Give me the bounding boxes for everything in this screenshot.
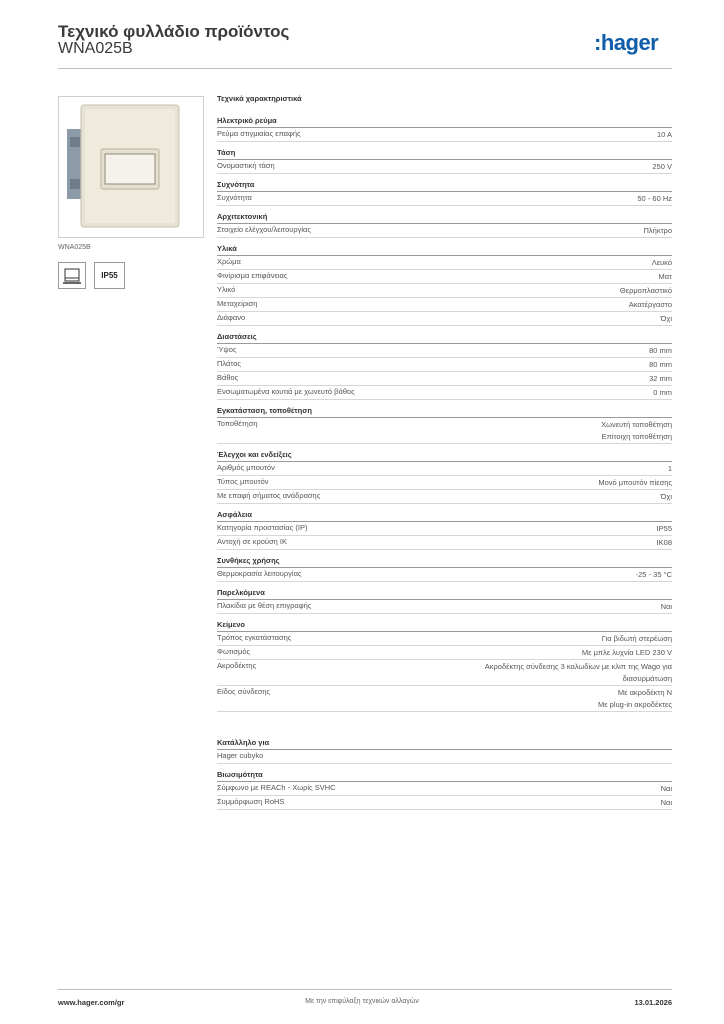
- spec-label: Μεταχείριση: [217, 299, 258, 308]
- spec-row: [217, 312, 672, 326]
- product-image: [58, 96, 204, 238]
- spec-label: Υλικό: [217, 285, 236, 294]
- spec-row: [217, 256, 672, 270]
- spec-value: Ναι: [660, 797, 672, 807]
- spec-row: [217, 160, 672, 174]
- spec-row: [217, 568, 672, 582]
- spec-row: [217, 490, 672, 504]
- spec-sections: [217, 116, 672, 810]
- footer-note: Με την επιφύλαξη τεχνικών αλλαγών: [305, 998, 419, 1005]
- spec-row: [217, 660, 672, 686]
- spec-row: [217, 224, 672, 238]
- spec-value: Ακροδέκτης σύνδεσης 3 καλωδίων με κλιπ της Wago για διασυρμάτωση: [484, 662, 672, 683]
- spec-row: [217, 646, 672, 660]
- spec-value: 10 A: [656, 130, 672, 139]
- spec-row: [217, 782, 672, 796]
- spec-row: [217, 344, 672, 358]
- spec-row: [217, 750, 672, 764]
- spec-value: 0 mm: [653, 388, 672, 397]
- spec-label: Με επαφή σήματος ανάδρασης: [217, 491, 321, 500]
- spec-row: [217, 128, 672, 142]
- spec-label: Πλακίδια με θέση επιγραφής: [217, 601, 312, 610]
- spec-label: Ρεύμα στιγμιαίας επαφής: [217, 129, 301, 138]
- spec-value: 50 - 60 Hz: [637, 194, 672, 203]
- footer-website[interactable]: www.hager.com/gr: [58, 998, 125, 1007]
- spec-label: Ύψος: [217, 345, 237, 354]
- spec-label: Αριθμός μπουτόν: [217, 463, 275, 472]
- spec-label: Πλάτος: [217, 359, 242, 368]
- spec-value: Χωνευτή τοποθέτηση Επίτοιχη τοποθέτηση: [601, 420, 672, 441]
- spec-value: Ναι: [660, 602, 672, 611]
- spec-row: [217, 386, 672, 400]
- section-heading: Εγκατάσταση, τοποθέτηση: [217, 406, 672, 418]
- spec-value: 32 mm: [649, 374, 672, 383]
- section-heading: Συνθήκες χρήσης: [217, 556, 672, 568]
- spec-value: Ναι: [660, 783, 672, 793]
- spec-label: Διάφανο: [217, 313, 246, 322]
- spec-section: [217, 180, 672, 206]
- section-heading: Βιωσιμότητα: [217, 770, 672, 782]
- spec-value: IP55: [656, 524, 672, 533]
- spec-value: IK08: [656, 538, 672, 547]
- spec-row: [217, 192, 672, 206]
- spec-section: [217, 738, 672, 764]
- spec-value: Όχι: [660, 492, 672, 501]
- mounting-box-icon: [58, 262, 86, 289]
- spec-label: Φωτισμός: [217, 647, 251, 656]
- spec-label: Αντοχή σε κρούση IK: [217, 537, 287, 546]
- spec-row: [217, 358, 672, 372]
- spec-row: [217, 284, 672, 298]
- footer-divider: [58, 989, 672, 990]
- section-heading: Διαστάσεις: [217, 332, 672, 344]
- spec-row: [217, 298, 672, 312]
- document-title: Τεχνικό φυλλάδιο προϊόντος: [58, 22, 290, 41]
- section-heading: Έλεγχοι και ενδείξεις: [217, 450, 672, 462]
- technical-specifications: [217, 94, 672, 816]
- spec-row: [217, 632, 672, 646]
- spec-row: [217, 600, 672, 614]
- section-heading: Ηλεκτρικό ρεύμα: [217, 116, 672, 128]
- specs-title: Τεχνικά χαρακτηριστικά: [217, 94, 302, 103]
- section-heading: Αρχιτεκτονική: [217, 212, 672, 224]
- spec-section: [217, 212, 672, 238]
- spec-section: [217, 148, 672, 174]
- spec-label: Ακροδέκτης: [217, 661, 257, 670]
- spec-label: Τύπος μπουτόν: [217, 477, 269, 486]
- spec-label: Συμμόρφωση RoHS: [217, 796, 285, 806]
- hager-logo: :hager: [594, 30, 659, 55]
- spec-section: [217, 620, 672, 712]
- section-heading: Κείμενο: [217, 620, 672, 632]
- spec-label: Ονομαστική τάση: [217, 161, 275, 170]
- footer-date: 13.01.2026: [634, 998, 672, 1007]
- section-heading: Υλικά: [217, 244, 672, 256]
- spec-value: Πλήκτρο: [643, 226, 672, 235]
- spec-row: [217, 418, 672, 444]
- spec-value: 250 V: [652, 162, 672, 171]
- section-heading: Κατάλληλο για: [217, 738, 672, 750]
- spec-value: Με μπλε λυχνία LED 230 V: [581, 648, 672, 657]
- spec-value: Με ακροδέκτη N Με plug-in ακροδέκτες: [598, 688, 672, 709]
- spec-label: Ενσωματωμένα κουτιά με χωνευτό βάθος: [217, 387, 355, 396]
- spec-section: [217, 116, 672, 142]
- spec-value: -25 - 35 °C: [635, 570, 672, 579]
- spec-section: [217, 406, 672, 444]
- spec-label: Κατηγορία προστασίας (IP): [217, 523, 308, 532]
- spec-label: Σύμφωνο με REACh - Χωρίς SVHC: [217, 782, 336, 792]
- spec-section: [217, 770, 672, 810]
- spec-row: [217, 372, 672, 386]
- section-heading: Τάση: [217, 148, 672, 160]
- spec-section: [217, 244, 672, 326]
- spec-value: Όχι: [660, 314, 672, 323]
- spec-row: [217, 462, 672, 476]
- spec-row: [217, 522, 672, 536]
- spec-section: [217, 588, 672, 614]
- product-code: WNA025B: [58, 40, 133, 57]
- spec-section: [217, 450, 672, 504]
- spec-row: [217, 270, 672, 284]
- spec-label: Θερμοκρασία λειτουργίας: [217, 569, 302, 578]
- spec-section: [217, 556, 672, 582]
- section-heading: Συχνότητα: [217, 180, 672, 192]
- spec-row: [217, 686, 672, 712]
- header-divider: [58, 68, 672, 69]
- spec-label: Τρόπος εγκατάστασης: [217, 633, 292, 642]
- spec-label: Στοιχείο ελέγχου/λειτουργίας: [217, 225, 311, 234]
- spec-value: 1: [667, 464, 672, 473]
- spec-label: Είδος σύνδεσης: [217, 687, 271, 696]
- spec-row: [217, 796, 672, 810]
- product-image-caption: WNA025B: [58, 244, 91, 251]
- spec-section: [217, 510, 672, 550]
- spec-value: Θερμοπλαστικό: [619, 286, 672, 295]
- spec-value: Ματ: [658, 272, 672, 281]
- spec-value: 80 mm: [649, 346, 672, 355]
- spec-value: 80 mm: [649, 360, 672, 369]
- spec-label: Βάθος: [217, 373, 239, 382]
- spec-label: Τοποθέτηση: [217, 419, 258, 428]
- spec-label: Χρώμα: [217, 257, 241, 266]
- spec-section: [217, 332, 672, 400]
- spec-value: Μονό μπουτόν πίεσης: [598, 478, 672, 487]
- spec-label: Φινίρισμα επιφάνειας: [217, 271, 288, 280]
- section-heading: Ασφάλεια: [217, 510, 672, 522]
- spec-row: [217, 536, 672, 550]
- spec-value: Λευκό: [651, 258, 672, 267]
- ip-rating-badge: IP55: [94, 262, 125, 289]
- spec-value: Για βιδωτή στερέωση: [601, 634, 672, 643]
- spec-label: Hager cubyko: [217, 751, 264, 760]
- spec-label: Συχνότητα: [217, 193, 252, 202]
- section-heading: Παρελκόμενα: [217, 588, 672, 600]
- spec-row: [217, 476, 672, 490]
- spec-value: Ακατέργαστο: [628, 300, 672, 309]
